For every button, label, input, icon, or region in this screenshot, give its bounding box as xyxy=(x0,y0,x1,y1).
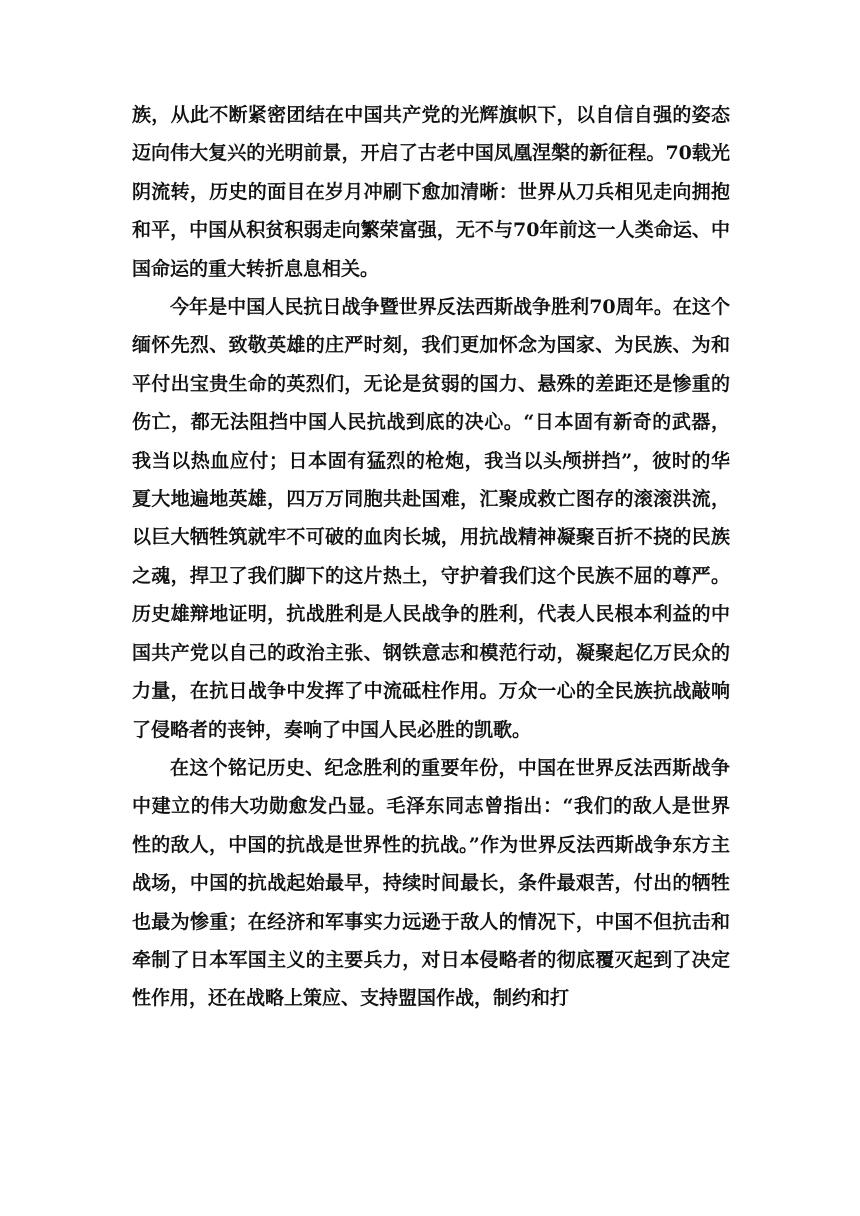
paragraph-1: 族，从此不断紧密团结在中国共产党的光辉旗帜下，以自信自强的姿态迈向伟大复兴的光明前景，开启了古老中国凤凰涅槃的新征程。70载光阴流转，历史的面目在岁月冲刷下愈加清晰：世界从刀兵相见走向拥抱和平，中国从积贫积弱走向繁荣富强，无不与70年前这一人类命运、中国命运的重大转折息息相关。 xyxy=(132,104,730,280)
paragraph-3: 在这个铭记历史、纪念胜利的重要年份，中国在世界反法西斯战争中建立的伟大功勋愈发凸显。毛泽东同志曾指出：“我们的敌人是世界性的敌人，中国的抗战是世界性的抗战。”作为世界反法西斯战争东方主战场，中国的抗战起始最早，持续时间最长，条件最艰苦，付出的牺牲也最为惨重；在经济和军事实力远逊于敌人的情况下，中国不但抗击和牵制了日本军国主义的主要兵力，对日本侵略者的彻底覆灭起到了决定性作用，还在战略上策应、支持盟国作战，制约和打 xyxy=(132,756,730,1010)
article-body xyxy=(132,96,730,1018)
paragraph-2: 今年是中国人民抗日战争暨世界反法西斯战争胜利70周年。在这个缅怀先烈、致敬英雄的庄严时刻，我们更加怀念为国家、为民族、为和平付出宝贵生命的英烈们，无论是贫弱的国力、悬殊的差距还是惨重的伤亡，都无法阻挡中国人民抗战到底的决心。“日本固有新奇的武器，我当以热血应付；日本固有猛烈的枪炮，我当以头颅拼挡”，彼时的华夏大地遍地英雄，四万万同胞共赴国难，汇聚成救亡图存的滚滚洪流，以巨大牺牲筑就牢不可破的血肉长城，用抗战精神凝聚百折不挠的民族之魂，捍卫了我们脚下的这片热土，守护着我们这个民族不屈的尊严。历史雄辩地证明，抗战胜利是人民战争的胜利，代表人民根本利益的中国共产党以自己的政治主张、钢铁意志和模范行动，凝聚起亿万民众的力量，在抗日战争中发挥了中流砥柱作用。万众一心的全民族抗战敲响了侵略者的丧钟，奏响了中国人民必胜的凯歌。 xyxy=(132,296,730,741)
